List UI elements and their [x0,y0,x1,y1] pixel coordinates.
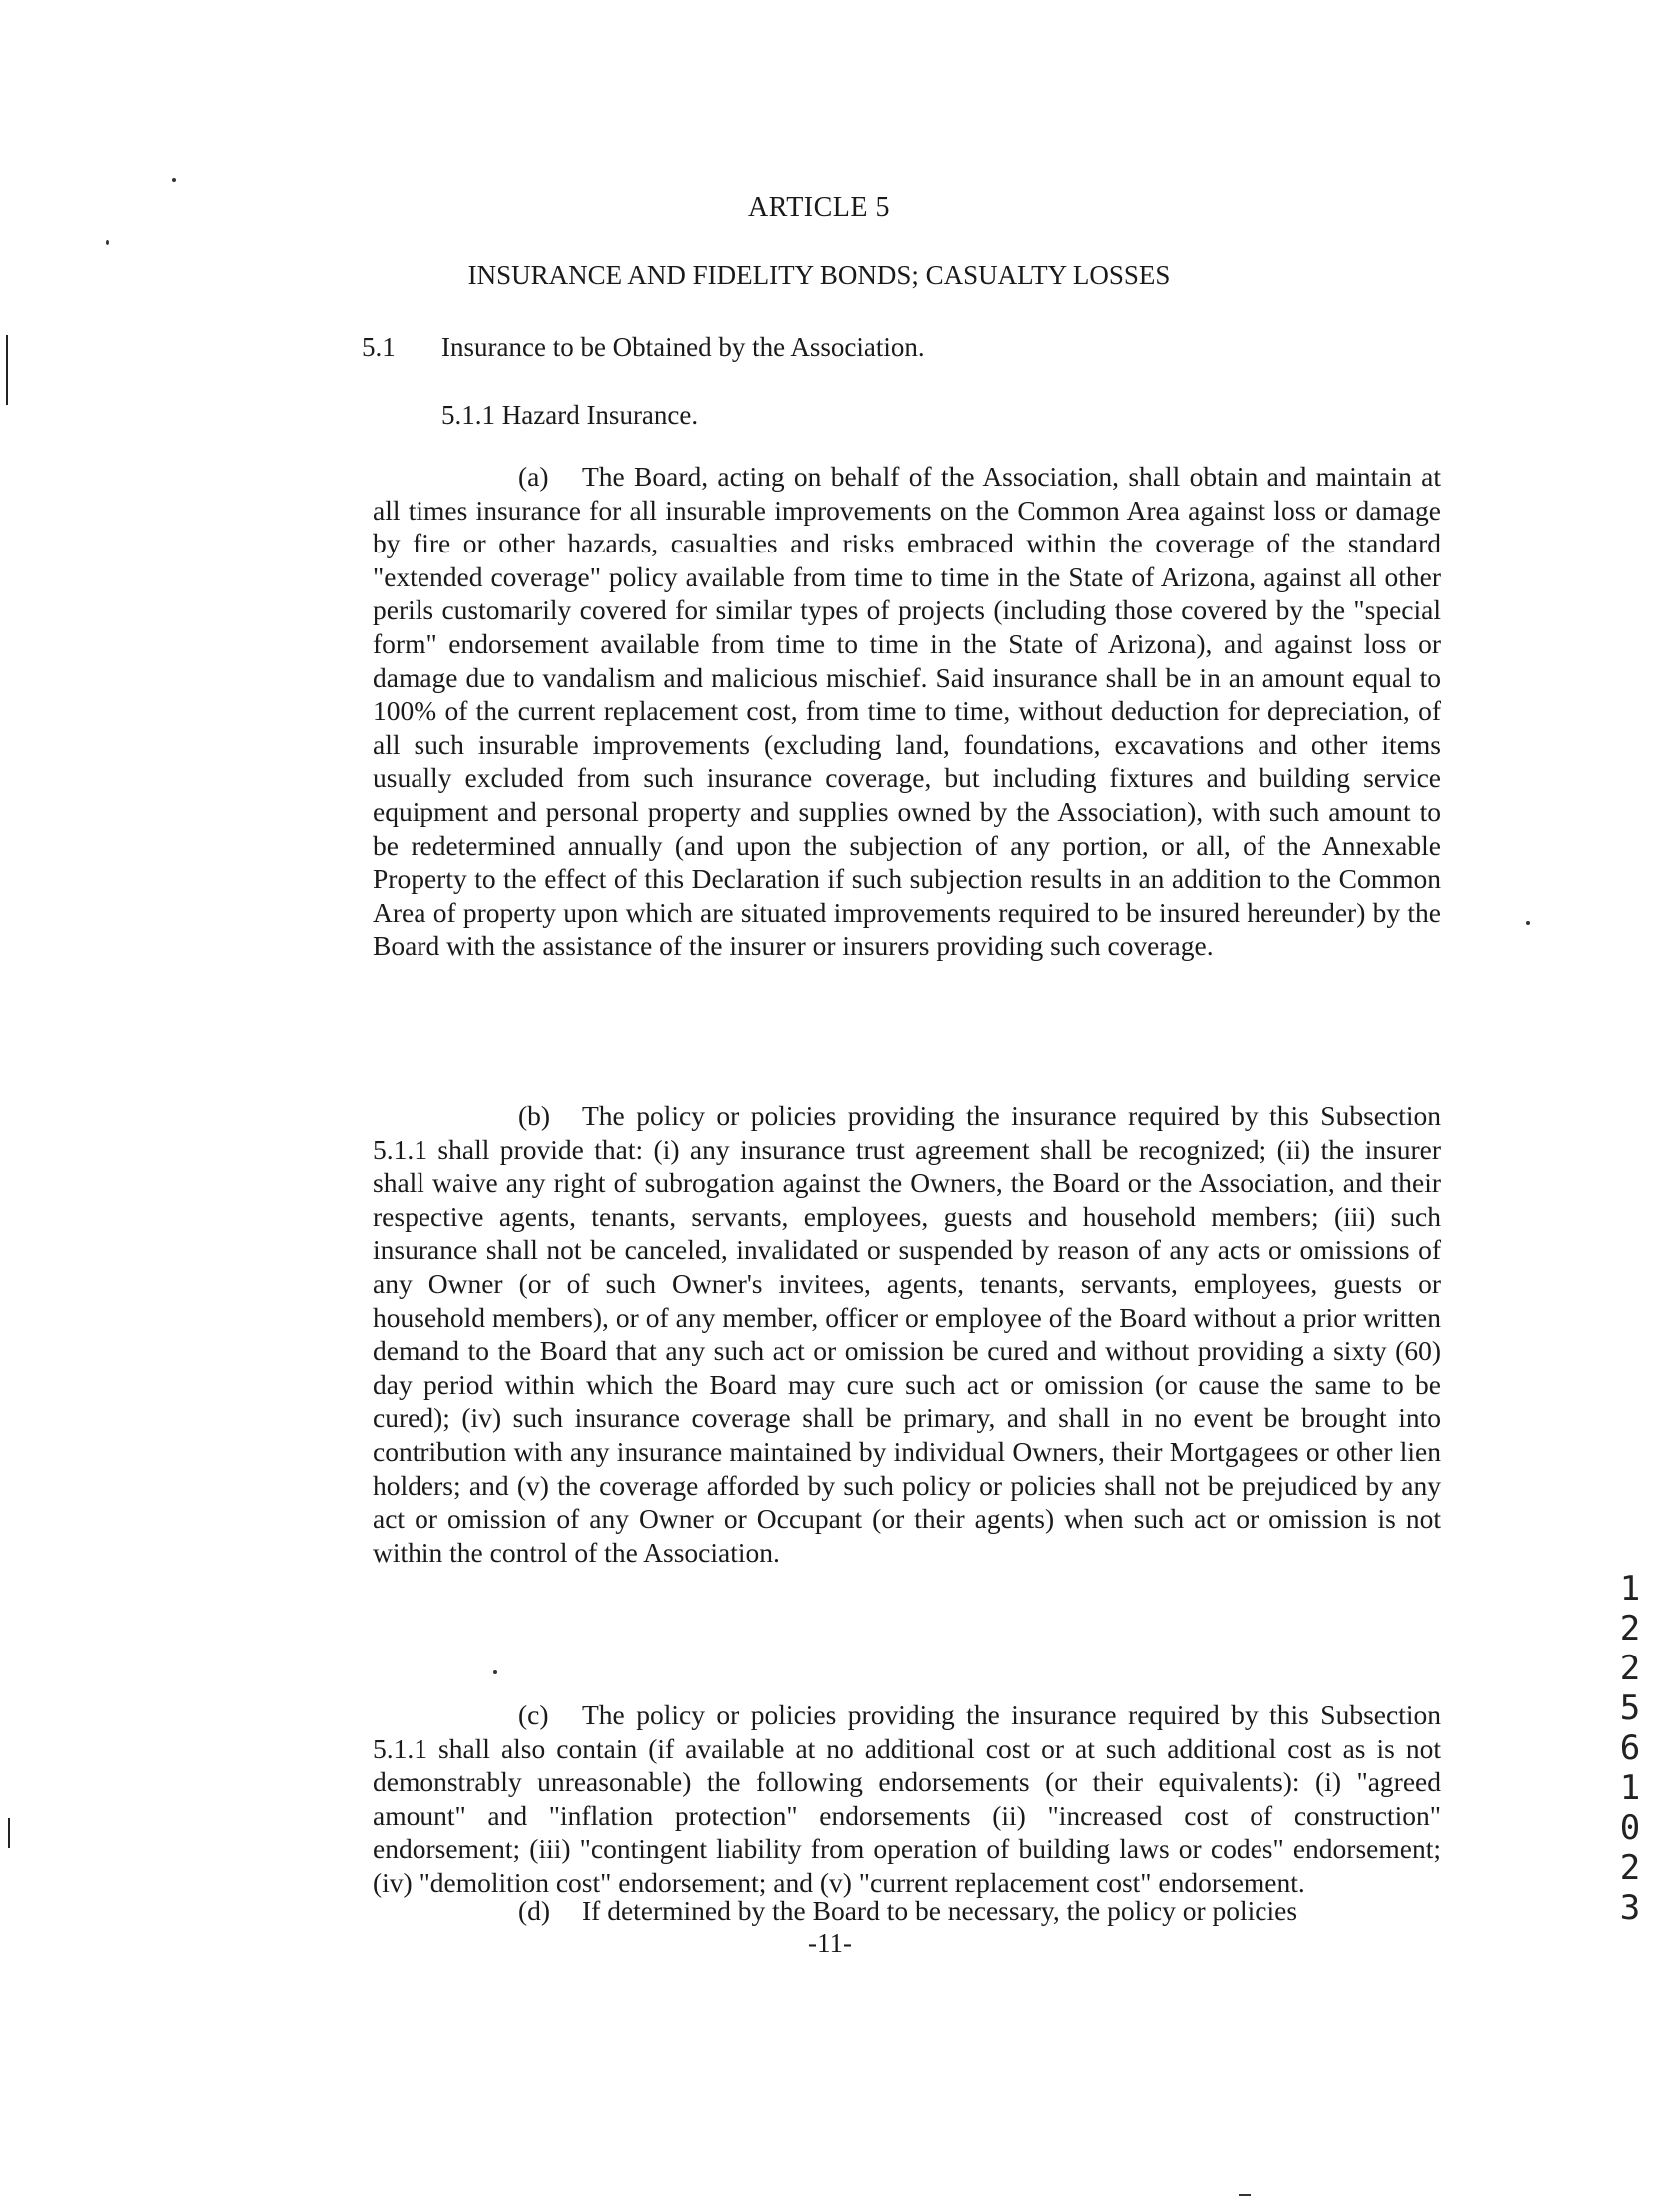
paragraph-text: The policy or policies providing the insurance required by this Subsection 5.1.1 shall also contain (if available at no additional cost or at such additional cost as is not demonstrably unreasonable) the following endorsements (or their equivalents): (i) "agreed amount" and "inflation protection" endorsements (ii) "increased cost of construction" endorsement; (iii) "contingent liability from operation of building laws or codes" endorsement; (iv) "demolition cost" endorsement; and (v) "current replacement cost" endorsement. [373,1699,1441,1898]
paragraph-label: (b) [518,1100,551,1131]
scan-margin-mark [8,1818,10,1848]
recording-stamp-top [1610,1569,1650,1768]
paragraph-c [373,1698,1441,1900]
paragraph-text: If determined by the Board to be necessary, the policy or policies [582,1895,1298,1926]
paragraph-b [373,1099,1441,1569]
scan-speck [493,1670,497,1674]
stamp-text: 1023 [1610,1768,1650,1928]
paragraph-a [373,460,1441,963]
paragraph-label: (c) [518,1699,549,1730]
paragraph-label: (d) [518,1895,551,1926]
recording-stamp-bottom [1610,1768,1650,1928]
paragraph-text: The policy or policies providing the insurance required by this Subsection 5.1.1 shall provide that: (i) any insurance trust agreement shall be recognized; (ii) the insurer shall waive any right of subrogation against the Owners, the Board or the Association, and their respective agents, tenants, servants, employees, guests and household members; (iii) such insurance shall not be canceled, invalidated or suspended by reason of any acts or omissions of any Owner (or of such Owner's invitees, agents, tenants, servants, employees, guests or household members), or of any member, officer or employee of the Board without a prior written demand to the Board that any such act or omission be cured and without providing a sixty (60) day period within which the Board may cure such act or omission (or cause the same to be cured); (iv) such insurance coverage shall be primary, and shall in no event be brought into contribution with any insurance maintained by individual Owners, their Mortgagees or other lien holders; and (v) the coverage afforded by such policy or policies shall not be prejudiced by any act or omission of any Owner or Occupant (or their agents) when such act or omission is not within the control of the Association. [373,1100,1441,1568]
section-heading [362,332,925,363]
scan-speck [172,178,176,182]
article-subtitle: INSURANCE AND FIDELITY BONDS; CASUALTY LOSSES [467,260,1171,290]
section-number: 5.1 [362,332,396,362]
subsection-heading: 5.1.1 Hazard Insurance. [441,400,699,430]
section-title: Insurance to be Obtained by the Association. [441,332,925,362]
paragraph-label: (a) [518,461,549,492]
scan-speck [1526,921,1530,925]
scan-speck [1239,2194,1251,2196]
scan-speck [106,240,109,245]
stamp-text: 12256 [1610,1569,1650,1768]
paragraph-text: The Board, acting on behalf of the Association, shall obtain and maintain at all times insurance for all insurable improvements on the Common Area against loss or damage by fire or other hazards, casualties and risks embraced within the coverage of the standard "extended coverage" policy available from time to time in the State of Arizona, against all other perils customarily covered for similar types of projects (including those covered by the "special form" endorsement available from time to time in the State of Arizona), and against loss or damage due to vandalism and malicious mischief. Said insurance shall be in an amount equal to 100% of the current replacement cost, from time to time, without deduction for depreciation, of all such insurable improvements (excluding land, foundations, excavations and other items usually excluded from such insurance coverage, but including fixtures and building service equipment and personal property and supplies owned by the Association), with such amount to be redetermined annually (and upon the subjection of any portion, or all, of the Annexable Property to the effect of this Declaration if such subjection results in an addition to the Common Area of property upon which are situated improvements required to be insured hereunder) by the Board with the assistance of the insurer or insurers providing such coverage. [373,461,1441,962]
article-title: ARTICLE 5 [747,192,891,223]
page-number: -11- [808,1928,852,1958]
scan-margin-mark [6,335,8,405]
paragraph-d [373,1894,1441,1928]
